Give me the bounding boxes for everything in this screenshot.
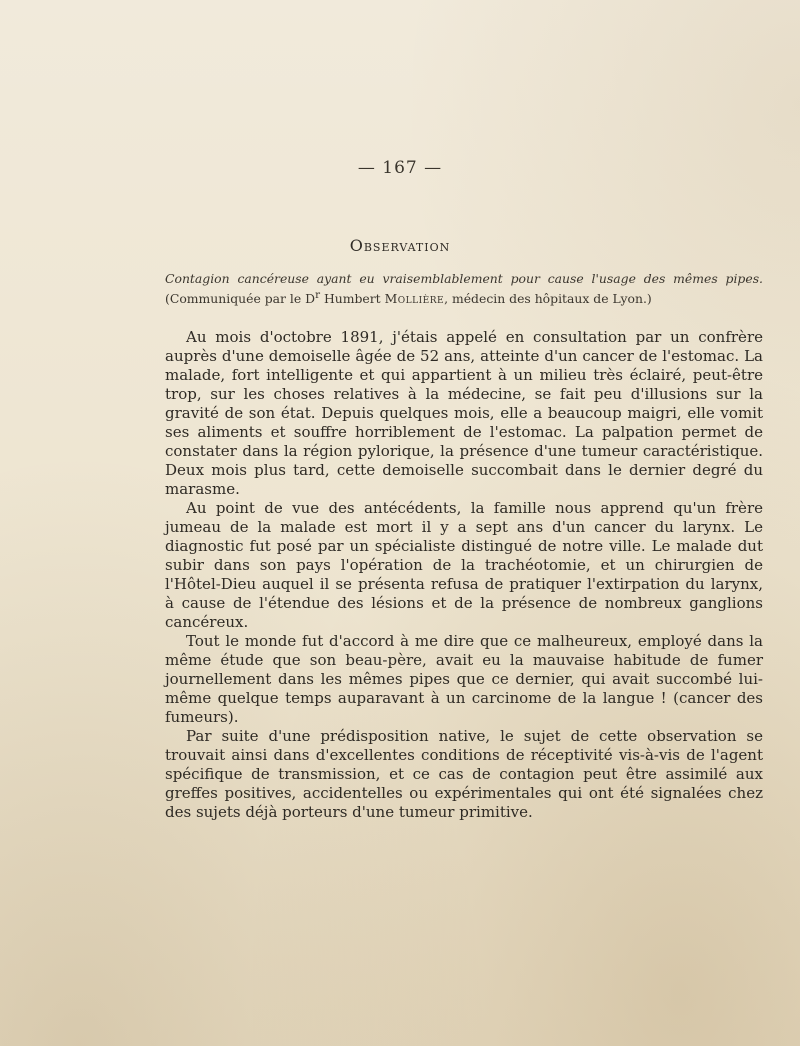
subtitle-credit-mid: Humbert (320, 291, 385, 307)
paragraph-4: Par suite d'une prédisposition native, le sujet de cette observation se trouvait ainsi dans d'excellentes conditions de réceptivité vis-à-vis de l'agent spécifique de transmission, et ce cas de contagion peut être assimilé aux greffes positives, accidentelles ou expérimentales qui ont été signalées chez des sujets déjà porteurs d'une tumeur primitive. (165, 727, 763, 821)
section-title: Observation (349, 236, 451, 255)
body-text (165, 328, 763, 822)
subtitle-credit-suffix: , médecin des hôpitaux de Lyon.) (444, 291, 652, 307)
subtitle-author: Mollière (384, 291, 445, 307)
subtitle-italic: Contagion cancéreuse ayant eu vraisemblablement pour cause l'usage des mêmes pipes. (165, 271, 763, 286)
observation-subtitle (165, 270, 763, 307)
subtitle-credit-prefix: (Communiquée par le D (165, 291, 316, 307)
paragraph-2: Au point de vue des antécédents, la famille nous apprend qu'un frère jumeau de la malade est mort il y a sept ans d'un cancer du larynx. Le diagnostic fut posé par un spécialiste distingué de notre ville. Le malade dut subir dans son pays l'opération de la trachéotomie, et un chirurgien de l'Hôtel-Dieu auquel il se présenta refusa de pratiquer l'extirpation du larynx, à cause de l'étendue des lésions et de la présence de nombreux ganglions cancéreux. (165, 499, 763, 631)
page-number: — 167 — (357, 158, 443, 178)
paragraph-1: Au mois d'octobre 1891, j'étais appelé en consultation par un confrère auprès d'une demoiselle âgée de 52 ans, atteinte d'un cancer de l'estomac. La malade, fort intelligente et qui appartient à un milieu très éclairé, peut-être trop, sur les choses relatives à la médecine, se fait peu d'illusions sur la gravité de son état. Depuis quelques mois, elle a beaucoup maigri, elle vomit ses aliments et souffre horriblement de l'estomac. La palpation permet de constater dans la région pylorique, la présence d'une tumeur caractéristique. Deux mois plus tard, cette demoiselle succombait dans le dernier degré du marasme. (165, 328, 763, 498)
paragraph-3: Tout le monde fut d'accord à me dire que ce malheureux, employé dans la même étude que son beau-père, avait eu la mauvaise habitude de fumer journellement dans les mêmes pipes que ce dernier, qui avait succombé lui-même quelque temps auparavant à un carcinome de la langue ! (cancer des fumeurs). (165, 632, 763, 726)
subtitle-superscript: r (315, 289, 320, 301)
